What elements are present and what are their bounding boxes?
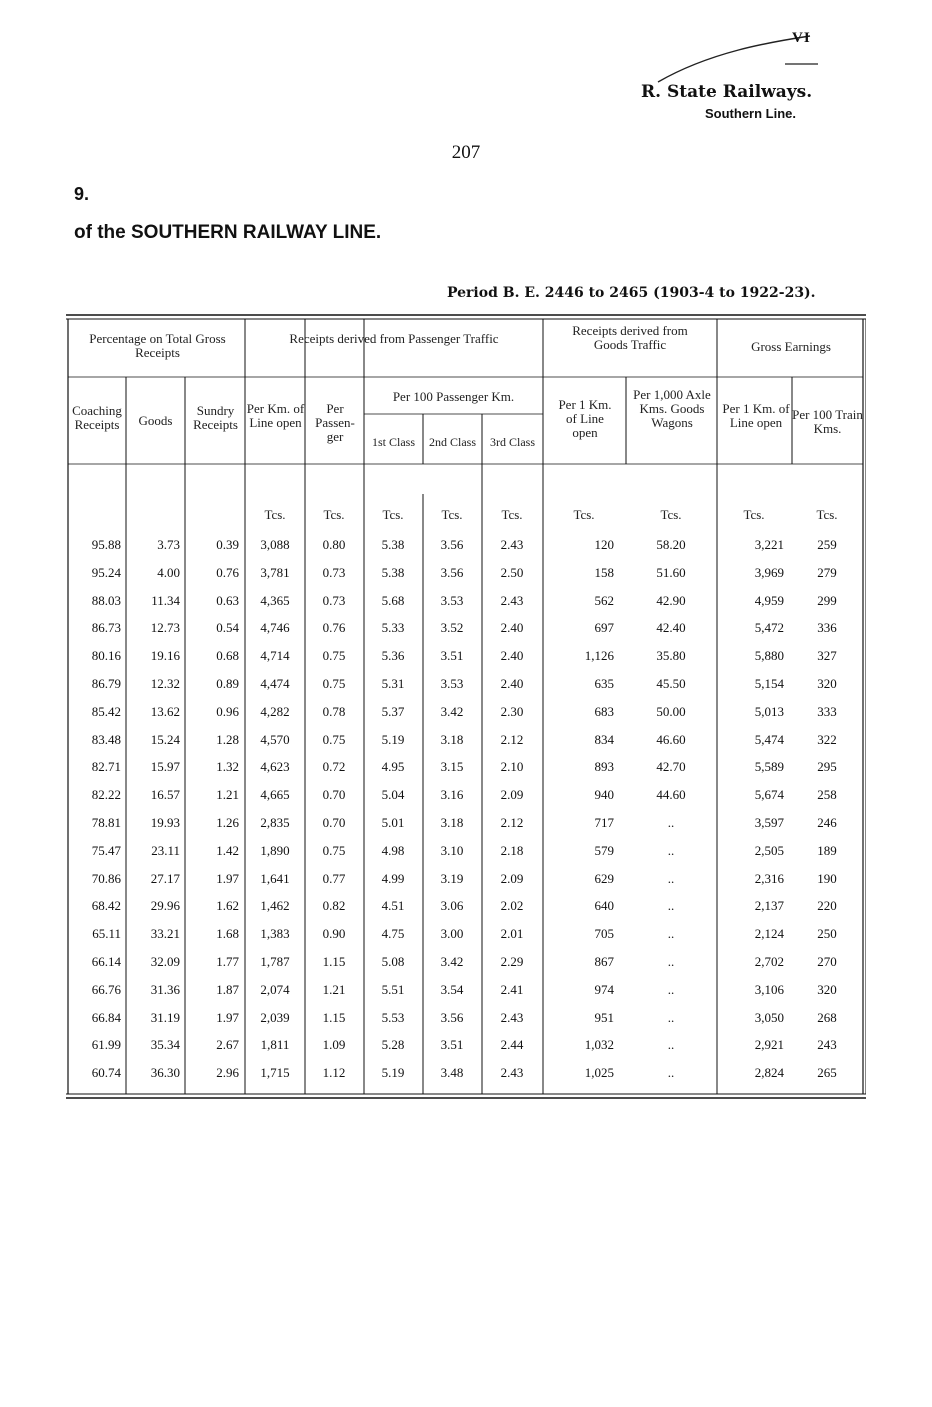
table-cell: 3.18 xyxy=(440,815,464,830)
col-header-per-passenger: Per Passen-ger xyxy=(315,401,355,444)
col-header-per-1000-axle-kms: Per 1,000 Axle Kms. Goods Wagons xyxy=(633,387,711,430)
table-cell: 268 xyxy=(817,1009,837,1025)
table-cell: 2,137 xyxy=(754,898,784,914)
table-cell: 1.21 xyxy=(216,787,239,803)
table-cell: 31.36 xyxy=(150,981,180,997)
table-cell: 834 xyxy=(594,731,614,747)
table-cell: 1.32 xyxy=(216,759,239,775)
table-cell: 3.56 xyxy=(440,537,464,552)
statistics-table xyxy=(66,314,866,1100)
table-cell: 60.74 xyxy=(91,1065,121,1081)
table-cell: 35.80 xyxy=(656,648,686,664)
table-cell: 3.42 xyxy=(440,703,464,719)
table-cell: 95.24 xyxy=(91,564,121,580)
col-header-gross-per-km-line-open: Per 1 Km. of Line open xyxy=(722,401,790,430)
table-cell: 2.43 xyxy=(500,592,524,608)
table-cell: 0.90 xyxy=(322,926,346,942)
unit-label: Tcs. xyxy=(264,507,286,522)
table-cell: .. xyxy=(667,1009,675,1025)
col-header-per-100-passenger-km: Per 100 Passenger Km. xyxy=(392,389,515,404)
table-cell: 2,124 xyxy=(754,926,784,942)
table-cell: 1,383 xyxy=(260,926,290,942)
table-cell: 1.21 xyxy=(322,981,346,997)
table-cell: 5.33 xyxy=(381,620,405,636)
table-cell: 1.12 xyxy=(322,1065,346,1081)
table-cell: 5,589 xyxy=(754,759,784,775)
table-cell: 5.31 xyxy=(381,676,405,691)
table-cell: 85.42 xyxy=(91,703,121,719)
table-cell: 0.72 xyxy=(322,759,346,775)
table-cell: .. xyxy=(667,954,675,969)
table-cell: 23.11 xyxy=(151,842,180,858)
unit-label: Tcs. xyxy=(816,507,838,522)
table-cell: 2.67 xyxy=(216,1037,239,1053)
table-cell: 66.76 xyxy=(91,981,121,997)
table-cell: 2,316 xyxy=(754,870,784,886)
table-cell: 0.63 xyxy=(216,592,239,608)
table-cell: 86.79 xyxy=(91,676,121,691)
table-cell: 44.60 xyxy=(656,787,686,803)
table-cell: 0.75 xyxy=(322,676,346,691)
table-cell: 2.10 xyxy=(500,759,524,775)
table-cell: 717 xyxy=(594,815,614,830)
table-cell: 0.76 xyxy=(322,620,346,636)
table-cell: 5.53 xyxy=(381,1009,405,1025)
table-cell: 15.97 xyxy=(150,759,180,775)
table-cell: 1.68 xyxy=(216,926,239,942)
table-cell: 0.75 xyxy=(322,842,346,858)
table-cell: 2.30 xyxy=(500,703,524,719)
table-cell: 4,665 xyxy=(260,787,290,803)
table-cell: 88.03 xyxy=(91,592,121,608)
table-cell: 1.62 xyxy=(216,898,239,914)
unit-label: Tcs. xyxy=(323,507,345,522)
table-cell: 2.40 xyxy=(500,676,524,691)
table-cell: 0.54 xyxy=(216,620,239,636)
table-cell: 3,969 xyxy=(754,564,784,580)
table-cell: 158 xyxy=(594,564,614,580)
table-cell: 16.57 xyxy=(150,787,180,803)
table-cell: 5,880 xyxy=(754,648,784,664)
table-cell: 31.19 xyxy=(150,1009,180,1025)
table-cell: 3.00 xyxy=(440,926,464,942)
table-cell: 1,890 xyxy=(260,842,290,858)
table-cell: 2,824 xyxy=(754,1065,784,1081)
table-cell: 5.19 xyxy=(381,731,405,747)
table-number: 9. xyxy=(74,184,90,204)
table-cell: 5.38 xyxy=(381,537,405,552)
unit-label: Tcs. xyxy=(660,507,682,522)
table-cell: 82.71 xyxy=(91,759,121,775)
table-cell: 3,221 xyxy=(754,537,784,552)
group-header-passenger-receipts: Receipts derived from Passenger Traffic xyxy=(289,331,499,346)
line-name: Southern Line. xyxy=(705,106,796,121)
section-title: of the SOUTHERN RAILWAY LINE. xyxy=(74,222,382,243)
table-cell: 2.01 xyxy=(500,926,524,942)
table-cell: 327 xyxy=(817,648,837,664)
table-cell: 83.48 xyxy=(91,731,121,747)
unit-label: Tcs. xyxy=(441,507,463,522)
col-header-goods-per-km-line-open: Per 1 Km. of Line open xyxy=(558,397,612,440)
col-header-goods: Goods xyxy=(138,413,173,428)
table-cell: 243 xyxy=(817,1037,837,1053)
period-heading: Period B. E. 2446 to 2465 (1903-4 to 1922-23). xyxy=(447,285,816,301)
table-cell: 65.11 xyxy=(92,926,121,942)
table-cell: 4,474 xyxy=(260,676,290,691)
table-cell: 951 xyxy=(594,1009,614,1025)
table-cell: 0.89 xyxy=(216,676,239,691)
table-cell: 3.42 xyxy=(440,954,464,969)
table-cell: 0.39 xyxy=(216,537,239,552)
table-cell: 189 xyxy=(817,842,837,858)
table-cell: 2.09 xyxy=(500,870,524,886)
table-cell: 5.36 xyxy=(381,648,405,664)
table-cell: 4,714 xyxy=(260,648,290,664)
table-cell: 3,781 xyxy=(260,564,290,580)
table-cell: 42.70 xyxy=(656,759,686,775)
table-cell: 246 xyxy=(817,815,837,830)
table-cell: 2.18 xyxy=(500,842,524,858)
col-header-per-km-line-open: Per Km. of Line open xyxy=(246,401,305,430)
table-cell: 220 xyxy=(817,898,837,914)
table-cell: 5.19 xyxy=(381,1065,405,1081)
table-cell: 1.15 xyxy=(322,1009,346,1025)
table-cell: 45.50 xyxy=(656,676,686,691)
table-cell: 265 xyxy=(817,1065,837,1081)
table-cell: 867 xyxy=(594,954,614,969)
table-cell: 82.22 xyxy=(91,787,121,803)
table-cell: 974 xyxy=(594,981,614,997)
annotation-roman-numeral: VI xyxy=(792,30,811,46)
table-cell: .. xyxy=(667,815,675,830)
table-cell: 0.82 xyxy=(322,898,346,914)
table-cell: 259 xyxy=(817,537,837,552)
table-cell: 3.53 xyxy=(440,676,464,691)
table-cell: 1,025 xyxy=(584,1065,614,1081)
table-cell: 2,074 xyxy=(260,981,290,997)
table-cell: 562 xyxy=(594,592,614,608)
table-cell: 683 xyxy=(594,703,614,719)
table-cell: 697 xyxy=(594,620,614,636)
table-cell: 295 xyxy=(817,759,837,775)
table-cell: 1.97 xyxy=(216,870,239,886)
table-cell: 333 xyxy=(817,703,837,719)
table-cell: 320 xyxy=(817,981,837,997)
table-cell: 4,623 xyxy=(260,759,290,775)
table-cell: 86.73 xyxy=(91,620,121,636)
table-cell: 0.70 xyxy=(322,787,346,803)
table-cell: 2.12 xyxy=(500,815,524,830)
table-cell: 2.41 xyxy=(500,981,524,997)
table-cell: 3.10 xyxy=(440,842,464,858)
table-cell: 2.96 xyxy=(216,1065,239,1081)
table-cell: 4.99 xyxy=(381,870,405,886)
table-cell: 5.68 xyxy=(381,592,405,608)
table-cell: 2,835 xyxy=(260,815,290,830)
table-cell: 50.00 xyxy=(656,703,686,719)
page-number: 207 xyxy=(451,142,481,163)
table-cell: 5.08 xyxy=(381,954,405,969)
unit-label: Tcs. xyxy=(743,507,765,522)
table-cell: 2.29 xyxy=(500,954,524,969)
table-cell: 5.01 xyxy=(381,815,405,830)
table-cell: 3.51 xyxy=(440,1037,464,1053)
table-cell: 3,050 xyxy=(754,1009,784,1025)
table-cell: 1.28 xyxy=(216,731,239,747)
table-cell: 15.24 xyxy=(150,731,180,747)
group-header-gross-earnings: Gross Earnings xyxy=(751,339,831,354)
table-cell: 893 xyxy=(594,759,614,775)
table-cell: 32.09 xyxy=(150,954,180,969)
table-cell: 336 xyxy=(817,620,837,636)
table-cell: 4.98 xyxy=(381,842,405,858)
table-cell: 0.76 xyxy=(216,564,239,580)
table-cell: 0.80 xyxy=(322,537,346,552)
table-cell: 1.09 xyxy=(322,1037,346,1053)
table-cell: 3,088 xyxy=(260,537,290,552)
table-cell: 75.47 xyxy=(91,842,121,858)
table-cell: 5,472 xyxy=(754,620,784,636)
table-cell: 58.20 xyxy=(656,537,686,552)
table-cell: 2,702 xyxy=(754,954,784,969)
table-cell: 11.34 xyxy=(151,592,180,608)
table-cell: 1.15 xyxy=(322,954,346,969)
table-cell: 35.34 xyxy=(150,1037,180,1053)
table-cell: 3.06 xyxy=(440,898,464,914)
table-cell: .. xyxy=(667,1037,675,1053)
col-header-2nd-class: 2nd Class xyxy=(428,435,476,449)
table-cell: 2,039 xyxy=(260,1009,290,1025)
table-cell: .. xyxy=(667,1065,675,1081)
table-cell: 3.56 xyxy=(440,1009,464,1025)
table-cell: 3.16 xyxy=(440,787,464,803)
table-cell: 5,154 xyxy=(754,676,784,691)
unit-label: Tcs. xyxy=(573,507,595,522)
table-cell: 1,715 xyxy=(260,1065,290,1081)
table-cell: 705 xyxy=(594,926,614,942)
table-cell: 3,597 xyxy=(754,815,784,830)
table-cell: 66.14 xyxy=(91,954,121,969)
unit-label: Tcs. xyxy=(382,507,404,522)
table-cell: 1,032 xyxy=(584,1037,614,1053)
railway-name: R. State Railways. xyxy=(641,82,813,102)
table-cell: 80.16 xyxy=(91,648,121,664)
table-cell: 19.16 xyxy=(150,648,180,664)
table-cell: 5.38 xyxy=(381,564,405,580)
table-cell: 3.54 xyxy=(440,981,464,997)
table-cell: 4.95 xyxy=(381,759,405,775)
col-header-sundry-receipts: Sundry Receipts xyxy=(193,403,238,432)
table-cell: 4,959 xyxy=(754,592,784,608)
table-cell: 2.40 xyxy=(500,620,524,636)
table-cell: 33.21 xyxy=(150,926,180,942)
table-cell: 0.78 xyxy=(322,703,346,719)
table-cell: 0.73 xyxy=(322,592,346,608)
table-cell: 3.48 xyxy=(440,1065,464,1081)
table-cell: 2,505 xyxy=(754,842,784,858)
table-cell: 940 xyxy=(594,787,614,803)
table-cell: 5,674 xyxy=(754,787,784,803)
table-cell: 12.32 xyxy=(150,676,180,691)
table-cell: 29.96 xyxy=(150,898,180,914)
table-cell: 299 xyxy=(817,592,837,608)
table-cell: 190 xyxy=(817,870,837,886)
table-cell: 1,641 xyxy=(260,870,290,886)
table-cell: 13.62 xyxy=(150,703,180,719)
table-cell: 120 xyxy=(594,537,614,552)
table-cell: 3.18 xyxy=(440,731,464,747)
col-header-coaching-receipts: Coaching Receipts xyxy=(72,403,122,432)
table-cell: 2.43 xyxy=(500,537,524,552)
table-cell: 3.51 xyxy=(440,648,464,664)
table-cell: 0.68 xyxy=(216,648,239,664)
table-cell: 0.73 xyxy=(322,564,346,580)
table-cell: 258 xyxy=(817,787,837,803)
col-header-1st-class: 1st Class xyxy=(371,435,415,449)
table-cell: 1.42 xyxy=(216,842,239,858)
table-cell: 279 xyxy=(817,564,837,580)
table-cell: 51.60 xyxy=(656,564,686,580)
table-cell: 42.90 xyxy=(656,592,686,608)
table-cell: 0.75 xyxy=(322,731,346,747)
table-cell: 2.40 xyxy=(500,648,524,664)
table-cell: 4,570 xyxy=(260,731,290,747)
table-cell: 0.75 xyxy=(322,648,346,664)
table-cell: 36.30 xyxy=(150,1065,180,1081)
table-cell: 1.26 xyxy=(216,815,239,830)
table-cell: 4.51 xyxy=(381,898,405,914)
unit-label: Tcs. xyxy=(501,507,523,522)
table-cell: 46.60 xyxy=(656,731,686,747)
table-cell: 0.77 xyxy=(322,870,346,886)
table-cell: 4,282 xyxy=(260,703,290,719)
table-cell: 0.96 xyxy=(216,703,239,719)
table-cell: 5.51 xyxy=(381,981,405,997)
table-cell: 66.84 xyxy=(91,1009,121,1025)
table-cell: 5.04 xyxy=(381,787,405,803)
table-cell: 12.73 xyxy=(150,620,180,636)
table-cell: 3.56 xyxy=(440,564,464,580)
table-cell: .. xyxy=(667,898,675,914)
table-cell: 3.52 xyxy=(440,620,464,636)
group-header-percentage: Percentage on Total Gross Receipts xyxy=(89,331,226,360)
table-cell: 2,921 xyxy=(754,1037,784,1053)
table-cell: 5,474 xyxy=(754,731,784,747)
table-cell: .. xyxy=(667,842,675,858)
table-cell: 0.70 xyxy=(322,815,346,830)
table-cell: 70.86 xyxy=(91,870,121,886)
table-cell: 635 xyxy=(594,676,614,691)
table-cell: 78.81 xyxy=(91,815,121,830)
table-cell: 2.09 xyxy=(500,787,524,803)
table-cell: 1,787 xyxy=(260,954,290,969)
table-cell: 579 xyxy=(594,842,614,858)
table-cell: 3,106 xyxy=(754,981,784,997)
col-header-per-100-train-kms: Per 100 Train Kms. xyxy=(792,407,863,436)
table-cell: 2.44 xyxy=(500,1037,524,1053)
table-cell: 3.73 xyxy=(157,537,180,552)
table-cell: 19.93 xyxy=(150,815,180,830)
table-cell: 3.15 xyxy=(440,759,464,775)
table-cell: 1.87 xyxy=(216,981,239,997)
table-cell: 4,365 xyxy=(260,592,290,608)
table-cell: 322 xyxy=(817,731,837,747)
group-header-goods-receipts: Receipts derived from Goods Traffic xyxy=(572,323,688,352)
table-cell: 2.43 xyxy=(500,1065,524,1081)
table-cell: 1.97 xyxy=(216,1009,239,1025)
col-header-3rd-class: 3rd Class xyxy=(490,435,535,449)
table-cell: 42.40 xyxy=(656,620,686,636)
table-cell: 4,746 xyxy=(260,620,290,636)
table-cell: 2.02 xyxy=(500,898,524,914)
table-cell: 95.88 xyxy=(91,537,121,552)
table-cell: 4.00 xyxy=(157,564,180,580)
table-cell: 4.75 xyxy=(381,926,405,942)
table-cell: 5.37 xyxy=(381,703,405,719)
table-cell: 320 xyxy=(817,676,837,691)
table-cell: 2.43 xyxy=(500,1009,524,1025)
table-cell: .. xyxy=(667,870,675,886)
table-cell: .. xyxy=(667,981,675,997)
table-cell: .. xyxy=(667,926,675,942)
table-cell: 2.12 xyxy=(500,731,524,747)
table-cell: 629 xyxy=(594,870,614,886)
table-cell: 1,811 xyxy=(260,1037,290,1053)
table-cell: 3.53 xyxy=(440,592,464,608)
table-cell: 3.19 xyxy=(440,870,464,886)
table-cell: 250 xyxy=(817,926,837,942)
table-cell: 1,126 xyxy=(584,648,614,664)
table-cell: 61.99 xyxy=(91,1037,121,1053)
table-cell: 5.28 xyxy=(381,1037,405,1053)
table-cell: 2.50 xyxy=(500,564,524,580)
table-cell: 68.42 xyxy=(91,898,121,914)
table-cell: 1.77 xyxy=(216,954,239,969)
table-cell: 640 xyxy=(594,898,614,914)
table-cell: 1,462 xyxy=(260,898,290,914)
table-cell: 27.17 xyxy=(150,870,180,886)
table-cell: 270 xyxy=(817,954,837,969)
table-cell: 5,013 xyxy=(754,703,784,719)
